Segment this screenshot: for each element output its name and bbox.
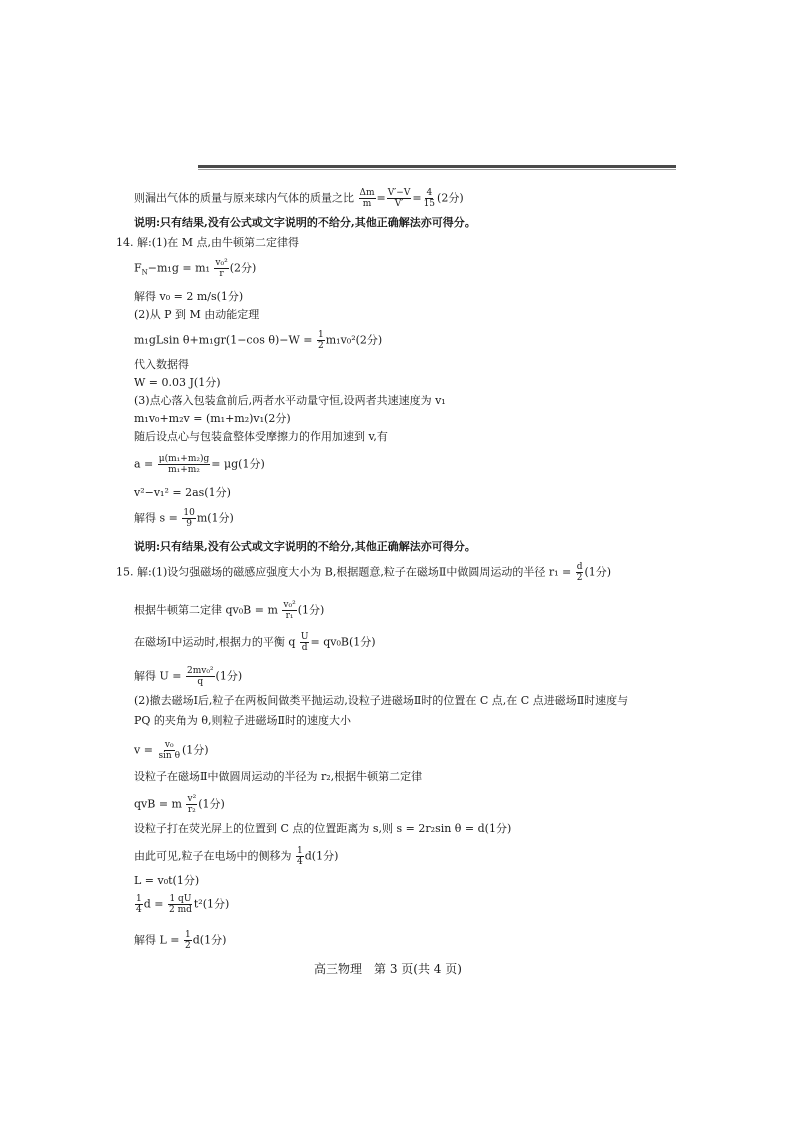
fraction: $\frac{\text{v₀}}{\text{sin θ}}$ [158, 740, 181, 761]
q14-scoring-note: 说明:只有结果,没有公式或文字说明的不给分,其他正确解法亦可得分。 [134, 540, 476, 553]
fraction: $\frac{4}{15}$ [423, 188, 436, 209]
q15-result-u: 解得 U = $\frac{\text{2mv₀²}}{q}$ (1分) [134, 666, 243, 687]
fraction: $\frac{1 qU}{2 md}$ [169, 894, 192, 915]
fraction: $\frac{1}{4}$ [136, 894, 142, 915]
q15-distance-text: 设粒子打在荧光屏上的位置到 C 点的位置距离为 s,则 s = 2r₂sin θ = d(1分) [134, 822, 512, 835]
header-rule-thin [198, 169, 676, 170]
q14-heading: 14. 解:(1)在 M 点,由牛顿第二定律得 [116, 236, 300, 249]
fraction: $\frac{\text{v²}}{\text{r₂}}$ [187, 794, 197, 815]
q15-equation-newton: 根据牛顿第二定律 qv₀B = m $\frac{\text{v₀²}}{\text{r₁}}$ (1分) [134, 600, 325, 621]
fraction: $\frac{1}{2}$ [318, 330, 324, 351]
fraction: $\frac{U}{d}$ [300, 632, 309, 653]
q15-equation-velocity: v = $\frac{\text{v₀}}{\text{sin θ}}$ (1分) [134, 740, 209, 761]
q13-ratio-line: 则漏出气体的质量与原来球内气体的质量之比 $\frac{\Delta m}{m}$ = $\frac{V'-V}{V'}$ = $\frac{4}{15}$ (2分) [134, 188, 464, 209]
fraction: $\frac{1}{4}$ [297, 846, 303, 867]
q15-result-l: 解得 L = $\frac{1}{2}$ d(1分) [134, 930, 227, 951]
fraction: $\frac{10}{9}$ [183, 508, 195, 529]
fraction: $\frac{V'-V}{V'}$ [387, 188, 411, 209]
q15-equation-deflection: $\frac{1}{4}$ d = $\frac{1 qU}{2 md}$ t²(1分) [136, 894, 230, 915]
fraction: $\frac{\Delta m}{m}$ [359, 188, 375, 209]
q15-part2-heading-cont: PQ 的夹角为 θ,则粒子进磁场Ⅱ时的速度大小 [134, 714, 352, 727]
q14-result-v0: 解得 v₀ = 2 m/s(1分) [134, 290, 244, 303]
q15-deflection-text: 由此可见,粒子在电场中的侧移为 $\frac{1}{4}$ d(1分) [134, 846, 339, 867]
fraction: $\frac{\text{2mv₀²}}{q}$ [186, 666, 214, 687]
q15-equation-radius: qvB = m $\frac{\text{v²}}{\text{r₂}}$ (1分) [134, 794, 225, 815]
q14-result-s: 解得 s = $\frac{10}{9}$ m(1分) [134, 508, 234, 529]
fraction: $\frac{d}{2}$ [576, 562, 583, 583]
q14-substitute: 代入数据得 [134, 358, 189, 371]
q14-equation-newton: $F_N-m_1g = m_1$ $\frac{\text{v₀²}}{r}$ (2分) [134, 258, 257, 279]
q14-part3-heading: (3)点心落入包装盒前后,两者水平动量守恒,设两者共速速度为 v₁ [134, 394, 446, 407]
fraction: $\frac{\text{v₀²}}{r}$ [215, 258, 228, 279]
q15-radius-text: 设粒子在磁场Ⅱ中做圆周运动的半径为 r₂,根据牛顿第二定律 [134, 770, 423, 783]
q14-part2-heading: (2)从 P 到 M 由动能定理 [134, 308, 260, 321]
q15-equation-l: L = v₀t(1分) [134, 874, 200, 887]
fraction: $\frac{\text{v₀²}}{\text{r₁}}$ [283, 600, 296, 621]
fraction: $\frac{1}{2}$ [185, 930, 191, 951]
q14-equation-energy: m₁gLsin θ+m₁gr(1−cos θ)−W = $\frac{1}{2}$ m₁v₀²(2分) [134, 330, 383, 351]
q14-equation-acceleration: a = $\frac{\text{μ(m₁+m₂)g}}{\text{m₁+m₂}}$ = μg(1分) [134, 454, 265, 475]
fraction: $\frac{\text{μ(m₁+m₂)g}}{\text{m₁+m₂}}$ [158, 454, 210, 475]
q15-part2-heading: (2)撤去磁场Ⅰ后,粒子在两板间做类平抛运动,设粒子进磁场Ⅱ时的位置在 C 点,在 C 点进磁场Ⅱ时速度与 [134, 694, 629, 707]
q14-equation-kinematics: v²−v₁² = 2as(1分) [134, 486, 231, 499]
q15-heading: 15. 解:(1)设匀强磁场的磁感应强度大小为 B,根据题意,粒子在磁场Ⅱ中做圆周运动的半径 r₁ = $\frac{d}{2}$ (1分) [116, 562, 612, 583]
header-rule [198, 165, 676, 168]
q13-scoring-note: 说明:只有结果,没有公式或文字说明的不给分,其他正确解法亦可得分。 [134, 216, 476, 229]
q15-equation-balance: 在磁场Ⅰ中运动时,根据力的平衡 q $\frac{U}{d}$ = qv₀B(1分) [134, 632, 376, 653]
q14-friction-text: 随后设点心与包装盒整体受摩擦力的作用加速到 v,有 [134, 430, 388, 443]
q14-result-w: W = 0.03 J(1分) [134, 376, 221, 389]
q14-equation-momentum: m₁v₀+m₂v = (m₁+m₂)v₁(2分) [134, 412, 291, 425]
page-footer: 高三物理 第 3 页(共 4 页) [314, 962, 462, 976]
